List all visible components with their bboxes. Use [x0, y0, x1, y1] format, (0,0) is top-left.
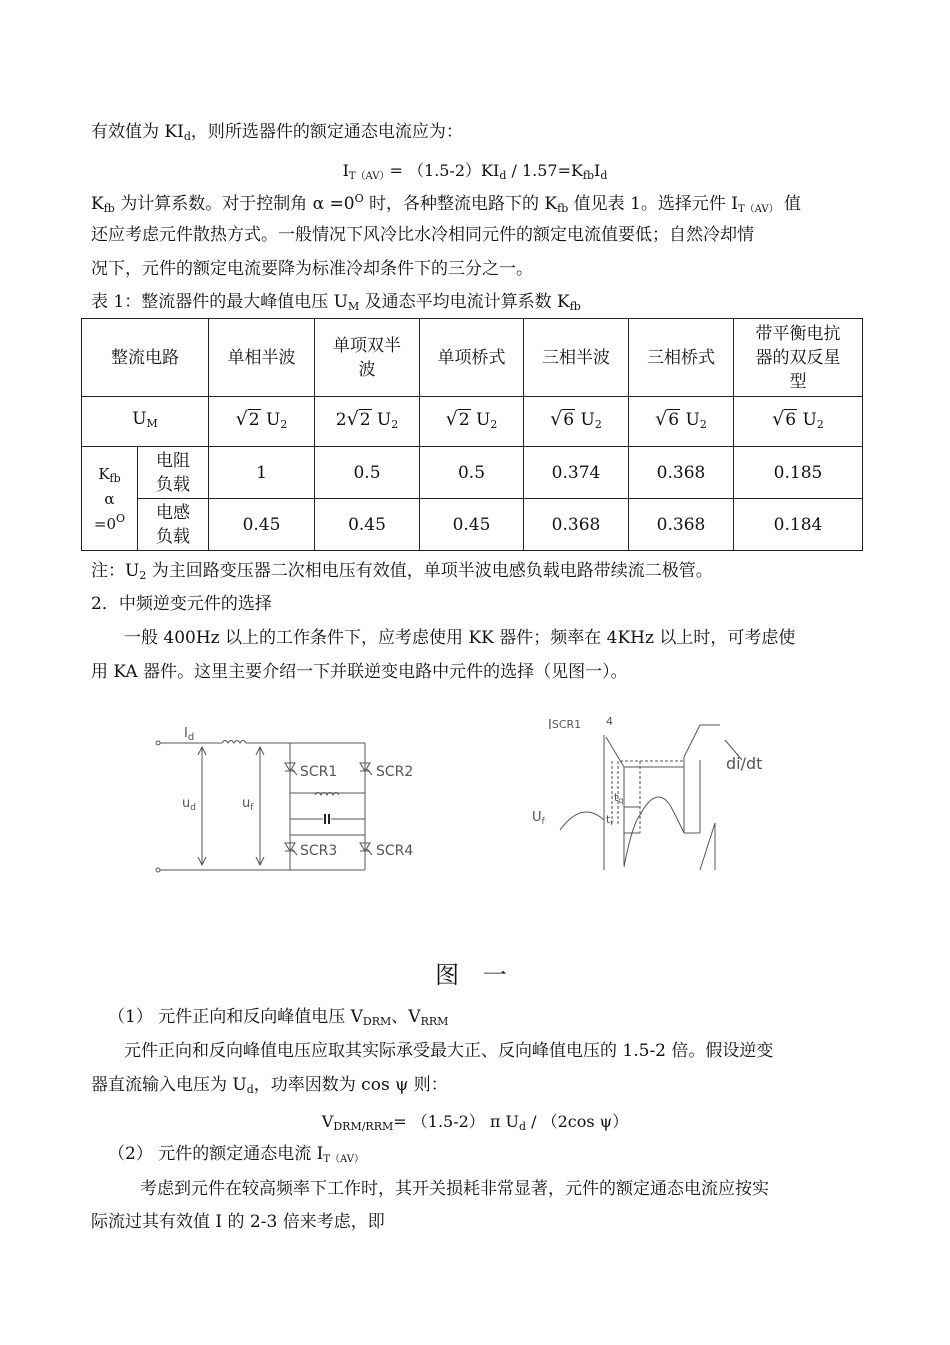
table-row-resistive: [82, 447, 863, 499]
table-caption: 表 1：整流器件的最大峰值电压 $U_M$ 及通态平均电流计算系数 $K_{fb}$: [91, 292, 581, 313]
header-cell: 三相桥式: [629, 319, 734, 397]
scr-waveform-diagram: [520, 705, 820, 885]
text-line: 还应考虑元件散热方式。一般情况下风冷比水冷相同元件的额定电流值要低；自然冷却情: [91, 225, 754, 245]
ud-label: $u_d$: [182, 796, 196, 813]
value-cell: 0.45: [420, 499, 524, 551]
value-cell: 0.184: [734, 499, 863, 551]
table-header-row: [82, 319, 863, 397]
text-line: 器直流输入电压为 $U_d$，功率因数为 cos ψ 则：: [91, 1075, 448, 1096]
table-row-um: [82, 397, 863, 447]
item-heading: （1） 元件正向和反向峰值电压 $V_{DRM}$、$V_{RRM}$: [108, 1007, 449, 1028]
header-cell: 单相半波: [209, 319, 315, 397]
scr3-label: SCR3: [300, 843, 338, 859]
uf-label: $u_f$: [242, 796, 254, 813]
value-cell: 0.45: [209, 499, 315, 551]
formula-it-av: $IT(AV)= (1.5-2)KI_d / 1.57=K_{fb}I_d$: [342, 161, 608, 182]
um-cell: √6 $U_2$: [629, 397, 734, 447]
figure-caption: 图 一: [435, 961, 515, 989]
value-cell: 0.368: [629, 447, 734, 499]
scr4-label: SCR4: [376, 843, 414, 859]
text-line: 有效值为 $KI_d$，则所选器件的额定通态电流应为：: [91, 122, 463, 143]
didt-label: di/dt: [726, 754, 763, 773]
header-cell: 整流电路: [82, 319, 209, 397]
header-cell: 带平衡电抗 器的双反星 型: [734, 319, 863, 397]
value-cell: 0.185: [734, 447, 863, 499]
kfb-label-cell: $K_{fb}$ α $=0^O$: [82, 447, 138, 551]
load-type-cell: 电阻 负载: [138, 447, 209, 499]
tr-label: tr: [606, 813, 614, 827]
um-label-cell: $U_M$: [82, 397, 209, 447]
text-line: 用 KA 器件。这里主要介绍一下并联逆变电路中元件的选择（见图一）。: [91, 662, 628, 682]
uf-wave-label: $U_f$: [532, 810, 545, 827]
scr2-label: SCR2: [376, 764, 414, 780]
header-cell: 单项桥式: [420, 319, 524, 397]
um-cell: √6 $U_2$: [524, 397, 629, 447]
id-label: $I_d$: [184, 726, 195, 743]
text-line: $K_{fb}$ 为计算系数。对于控制角 $\alpha =0^O$ 时，各种整流电路下的 $K_{fb}$ 值见表 1。选择元件 IT（AV） 值: [91, 192, 802, 215]
um-cell: √6 $U_2$: [734, 397, 863, 447]
value-cell: 1: [209, 447, 315, 499]
table-row-inductive: [82, 499, 863, 551]
value-cell: 0.368: [524, 499, 629, 551]
scr1-label: SCR1: [300, 764, 338, 780]
value-cell: 0.5: [315, 447, 420, 499]
header-cell: 三相半波: [524, 319, 629, 397]
um-cell: √2 $U_2$: [209, 397, 315, 447]
item-heading: （2） 元件的额定通态电流 IT（AV）: [108, 1144, 364, 1165]
section-heading: 2．中频逆变元件的选择: [91, 594, 272, 614]
value-cell: 0.5: [420, 447, 524, 499]
load-type-cell: 电感 负载: [138, 499, 209, 551]
rectifier-table: [81, 318, 863, 551]
text-line: 际流过其有效值 I 的 2-3 倍来考虑，即: [91, 1212, 385, 1232]
inverter-circuit-diagram: [140, 715, 460, 885]
number-four-label: 4: [606, 715, 613, 728]
header-cell: 单项双半 波: [315, 319, 420, 397]
tq-label: tq: [614, 791, 624, 805]
iscr1-label: ISCR1: [548, 718, 582, 733]
formula-vdrm: $V_{DRM/RRM}= (1.5-2)$ π $U_d / (2\cos$ ψ）: [321, 1112, 629, 1133]
text-line: 元件正向和反向峰值电压应取其实际承受最大正、反向峰值电压的 1.5-2 倍。假设逆变: [124, 1041, 774, 1061]
um-cell: √2 $U_2$: [420, 397, 524, 447]
value-cell: 0.374: [524, 447, 629, 499]
value-cell: 0.45: [315, 499, 420, 551]
value-cell: 0.368: [629, 499, 734, 551]
table-note: 注：$U_2$ 为主回路变压器二次相电压有效值，单项半波电感负载电路带续流二极管。: [91, 561, 713, 582]
text-line: 一般 400Hz 以上的工作条件下，应考虑使用 KK 器件；频率在 4KHz 以上时，可考虑使: [124, 628, 796, 648]
text-line: 况下，元件的额定电流要降为标准冷却条件下的三分之一。: [91, 259, 533, 279]
um-cell: 2√2 $U_2$: [315, 397, 420, 447]
text-line: 考虑到元件在较高频率下工作时，其开关损耗非常显著，元件的额定通态电流应按实: [140, 1179, 769, 1199]
